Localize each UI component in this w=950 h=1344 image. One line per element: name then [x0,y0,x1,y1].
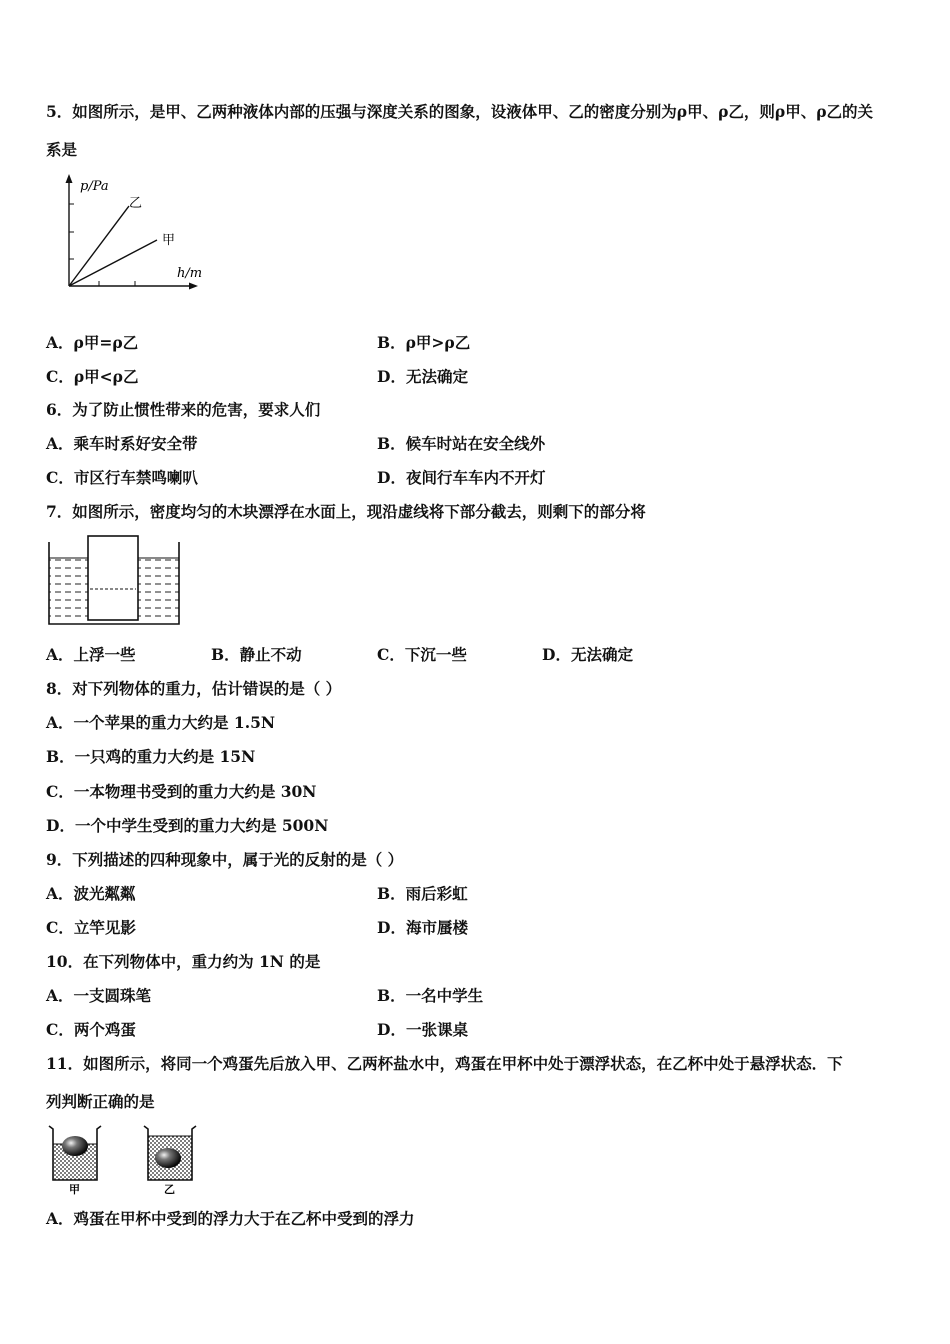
x-axis-label: h/m [177,266,203,281]
q10-option-c[interactable]: C．两个鸡蛋 [46,1020,136,1039]
q9-option-a[interactable]: A．波光粼粼 [46,884,136,903]
q7-stem: 7．如图所示，密度均匀的木块漂浮在水面上，现沿虚线将下部分截去，则剩下的部分将 [46,502,646,521]
q9-option-b[interactable]: B．雨后彩虹 [377,884,468,903]
line-jia [69,240,157,286]
q11-egg-cups-figure [44,1120,204,1198]
cup2-label: 乙 [164,1183,175,1196]
q11-option-a[interactable]: A．鸡蛋在甲杯中受到的浮力大于在乙杯中受到的浮力 [46,1209,415,1228]
q7-floating-block-figure [44,532,184,632]
q11-stem-line2: 列判断正确的是 [46,1092,155,1111]
q8-stem: 8．对下列物体的重力，估计错误的是（ ） [46,679,342,698]
q10-stem: 10．在下列物体中，重力约为 1N 的是 [46,952,321,971]
q8-option-d[interactable]: D．一个中学生受到的重力大约是 500N [46,816,329,835]
q5-option-a[interactable]: A．ρ甲=ρ乙 [46,333,139,352]
q5-option-c[interactable]: C．ρ甲<ρ乙 [46,367,139,386]
q5-option-b[interactable]: B．ρ甲>ρ乙 [377,333,471,352]
q7-option-d[interactable]: D．无法确定 [542,645,633,664]
q5-stem-line2: 系是 [46,140,78,159]
q6-option-c[interactable]: C．市区行车禁鸣喇叭 [46,468,198,487]
line-yi-label: 乙 [129,196,143,211]
q9-stem: 9．下列描述的四种现象中，属于光的反射的是（ ） [46,850,404,869]
q8-option-b[interactable]: B．一只鸡的重力大约是 15N [46,747,256,766]
q6-option-a[interactable]: A．乘车时系好安全带 [46,434,198,453]
q11-stem-line1: 11．如图所示，将同一个鸡蛋先后放入甲、乙两杯盐水中，鸡蛋在甲杯中处于漂浮状态，在乙杯中处于悬浮状态．下 [46,1054,843,1073]
cup1-label: 甲 [69,1183,80,1196]
q9-option-d[interactable]: D．海市蜃楼 [377,918,468,937]
y-axis-label: p/Pa [80,179,109,194]
x-axis-arrow [189,283,198,290]
wooden-block [88,536,138,620]
q6-stem: 6．为了防止惯性带来的危害，要求人们 [46,400,321,419]
line-jia-label: 甲 [162,233,176,248]
q10-option-b[interactable]: B．一名中学生 [377,986,484,1005]
q7-option-c[interactable]: C．下沉一些 [377,645,467,664]
q5-option-d[interactable]: D．无法确定 [377,367,468,386]
q8-option-a[interactable]: A．一个苹果的重力大约是 1.5N [46,713,276,732]
q8-option-c[interactable]: C．一本物理书受到的重力大约是 30N [46,782,317,801]
q6-option-d[interactable]: D．夜间行车车内不开灯 [377,468,546,487]
line-yi [69,206,129,286]
q6-option-b[interactable]: B．候车时站在安全线外 [377,434,546,453]
q5-pressure-depth-graph [55,172,215,297]
cup2-egg [155,1148,181,1168]
q7-option-b[interactable]: B．静止不动 [211,645,302,664]
cup1-egg [62,1136,88,1156]
q9-option-c[interactable]: C．立竿见影 [46,918,136,937]
q5-stem-line1: 5．如图所示，是甲、乙两种液体内部的压强与深度关系的图象，设液体甲、乙的密度分别为ρ甲、ρ乙，则ρ甲、ρ乙的关 [46,102,874,121]
q7-option-a[interactable]: A．上浮一些 [46,645,136,664]
q10-option-d[interactable]: D．一张课桌 [377,1020,468,1039]
y-axis-arrow [66,174,73,183]
q10-option-a[interactable]: A．一支圆珠笔 [46,986,152,1005]
